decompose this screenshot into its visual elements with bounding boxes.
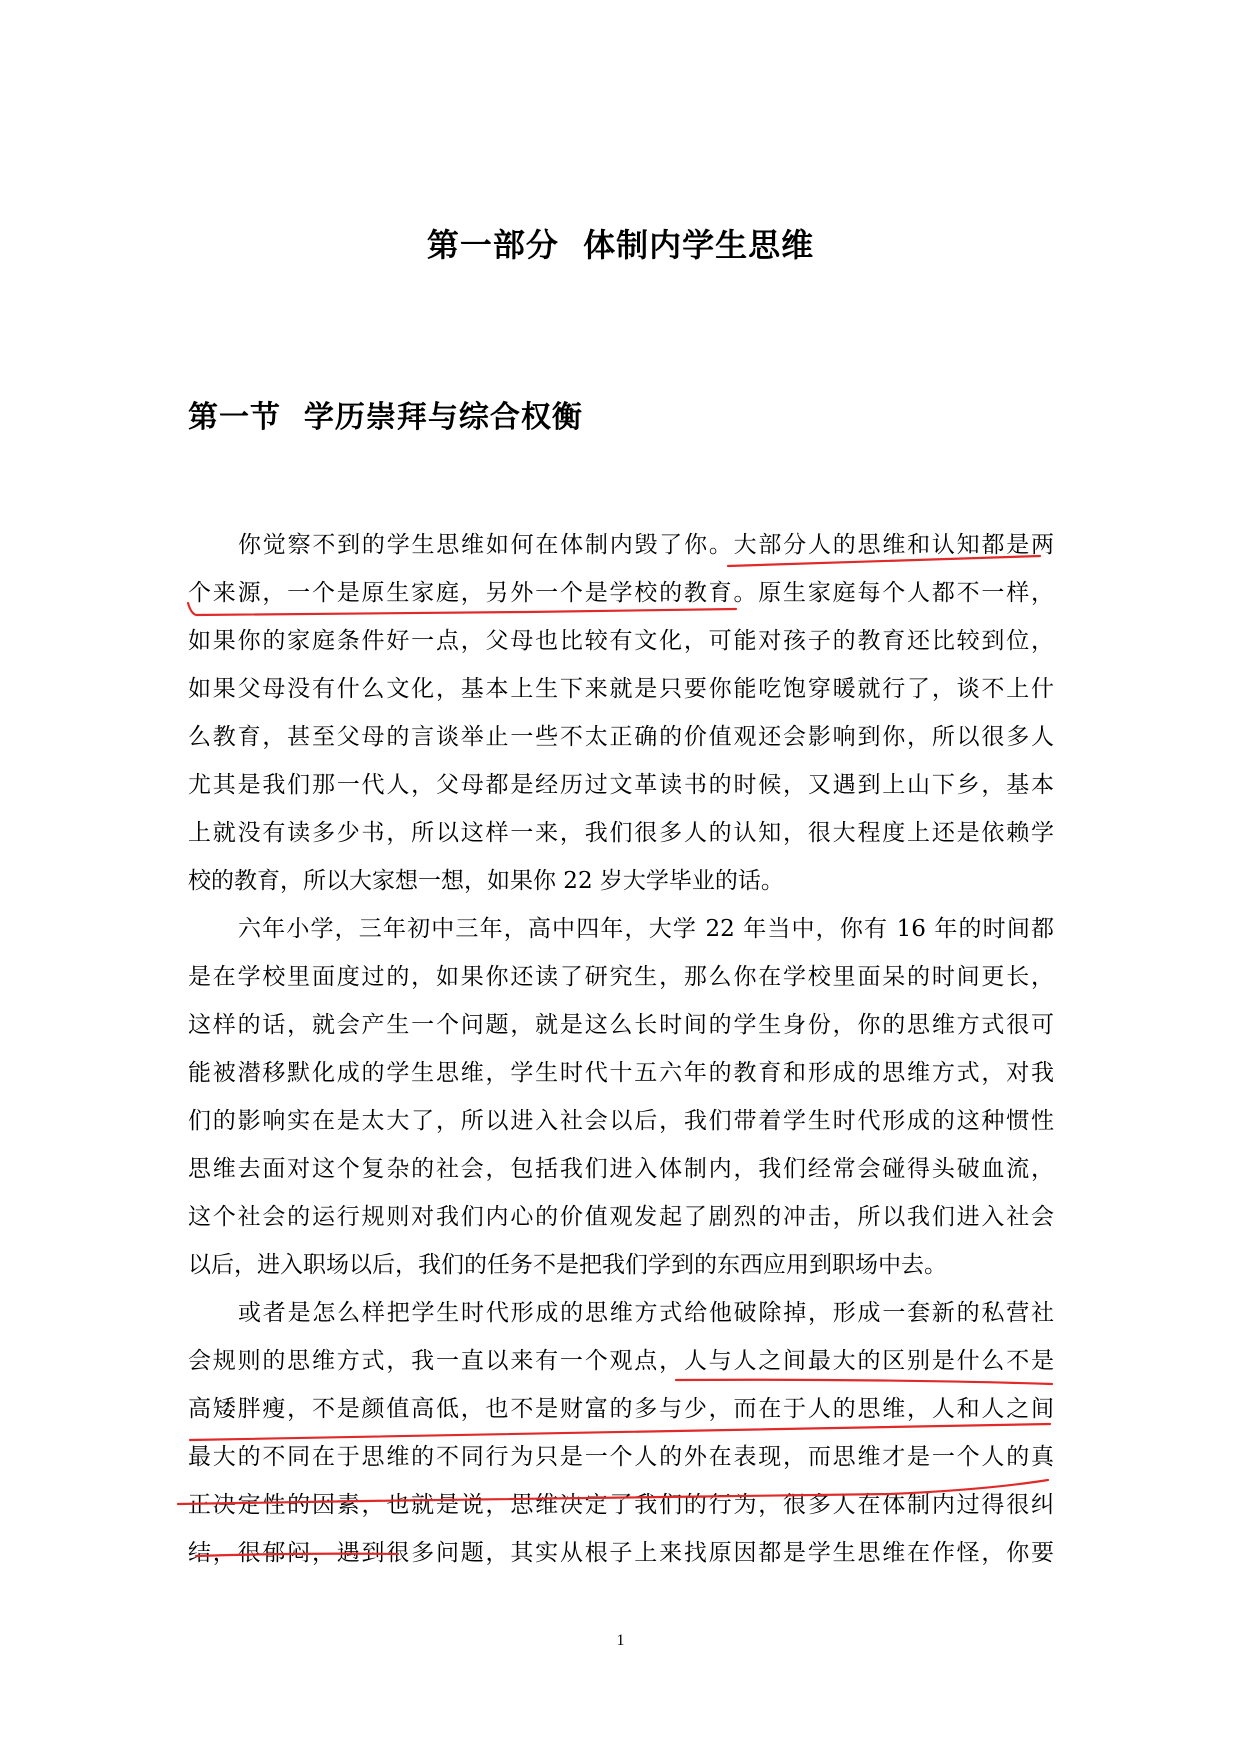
- text-line: 是在学校里面度过的，如果你还读了研究生，那么你在学校里面呆的时间更长，: [188, 964, 1054, 990]
- page-number: 1: [616, 1632, 625, 1649]
- text-line: 个来源，一个是原生家庭，另外一个是学校的教育。原生家庭每个人都不一样，: [188, 580, 1054, 606]
- text-line: 上就没有读多少书，所以这样一来，我们很多人的认知，很大程度上还是依赖学: [188, 820, 1054, 846]
- text-line: 结，很郁闷，遇到很多问题，其实从根子上来找原因都是学生思维在作怪，你要: [188, 1540, 1054, 1566]
- text-line: 正决定性的因素，也就是说，思维决定了我们的行为，很多人在体制内过得很纠: [188, 1492, 1054, 1518]
- text-line: 会规则的思维方式，我一直以来有一个观点，人与人之间最大的区别是什么不是: [188, 1348, 1054, 1374]
- text-line: 高矮胖瘦，不是颜值高低，也不是财富的多与少，而在于人的思维，人和人之间: [188, 1396, 1054, 1422]
- text-line: 最大的不同在于思维的不同行为只是一个人的外在表现，而思维才是一个人的真: [188, 1444, 1054, 1470]
- underline-stroke: [676, 1380, 1052, 1384]
- text-line: 们的影响实在是太大了，所以进入社会以后，我们带着学生时代形成的这种惯性: [188, 1108, 1054, 1134]
- part-title: 第一部分 体制内学生思维: [426, 226, 815, 264]
- text-line: 校的教育，所以大家想一想，如果你 22 岁大学毕业的话。: [188, 868, 784, 894]
- text-line: 六年小学，三年初中三年，高中四年，大学 22 年当中，你有 16 年的时间都: [238, 916, 1054, 942]
- text-line: 你觉察不到的学生思维如何在体制内毁了你。大部分人的思维和认知都是两: [238, 532, 1054, 558]
- underline-stroke: [190, 1424, 1050, 1440]
- text-line: 这个社会的运行规则对我们内心的价值观发起了剧烈的冲击，所以我们进入社会: [188, 1204, 1054, 1230]
- text-line: 如果你的家庭条件好一点，父母也比较有文化，可能对孩子的教育还比较到位，: [188, 628, 1054, 654]
- section-title: 第一节 学历崇拜与综合权衡: [188, 400, 583, 435]
- text-line: 以后，进入职场以后，我们的任务不是把我们学到的东西应用到职场中去。: [188, 1252, 947, 1278]
- text-line: 能被潜移默化成的学生思维，学生时代十五六年的教育和形成的思维方式，对我: [188, 1060, 1054, 1086]
- text-line: 么教育，甚至父母的言谈举止一些不太正确的价值观还会影响到你，所以很多人: [188, 724, 1054, 750]
- text-line: 这样的话，就会产生一个问题，就是这么长时间的学生身份，你的思维方式很可: [188, 1012, 1054, 1038]
- text-line: 如果父母没有什么文化，基本上生下来就是只要你能吃饱穿暖就行了，谈不上什: [188, 676, 1054, 702]
- text-line: 思维去面对这个复杂的社会，包括我们进入体制内，我们经常会碰得头破血流，: [188, 1156, 1054, 1182]
- text-line: 尤其是我们那一代人，父母都是经历过文革读书的时候，又遇到上山下乡，基本: [188, 772, 1054, 798]
- text-line: 或者是怎么样把学生时代形成的思维方式给他破除掉，形成一套新的私营社: [238, 1300, 1054, 1326]
